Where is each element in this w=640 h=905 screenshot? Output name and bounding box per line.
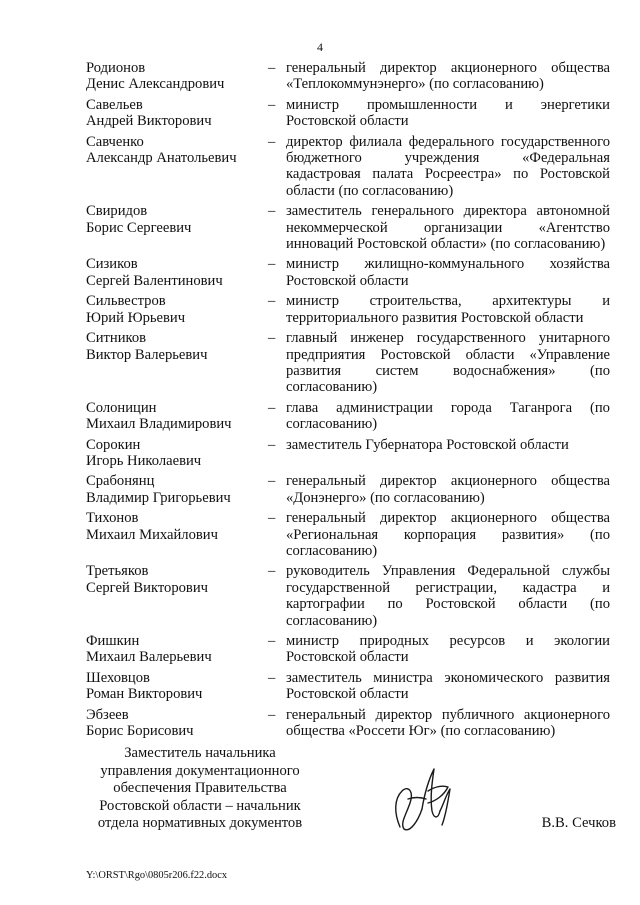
member-position	[286, 400, 610, 433]
member-name	[86, 60, 268, 93]
member-given-names: Александр Анатольевич	[86, 150, 237, 167]
signer-title-line: Заместитель начальника	[124, 745, 276, 761]
member-position	[286, 437, 610, 470]
position-line: (по согласованию)	[286, 596, 610, 629]
position-line: генеральный директор акционерного общества	[286, 510, 610, 527]
member-entry	[86, 563, 616, 629]
member-position	[286, 293, 610, 326]
position-line: руководитель Управления Федеральной службы	[286, 563, 610, 580]
member-surname: Савельев	[86, 96, 143, 113]
member-given-names: Юрий Юрьевич	[86, 309, 186, 326]
member-name	[86, 97, 268, 130]
signer-title-line: отдела нормативных документов	[97, 815, 303, 831]
member-surname: Фишкин	[86, 633, 140, 649]
dash-separator: –	[268, 256, 276, 273]
position-line: генеральный директор акционерного общества	[286, 473, 610, 490]
member-position	[286, 97, 610, 130]
member-entry	[86, 510, 616, 559]
dash-separator: –	[268, 473, 276, 490]
signer-title-line: Ростовской области – начальник	[99, 797, 301, 814]
position-line: заместитель Губернатора Ростовской области	[286, 436, 569, 453]
member-given-names: Игорь Николаевич	[86, 452, 202, 469]
signature-block	[86, 745, 616, 835]
member-given-names: Михаил Михайлович	[86, 526, 218, 543]
position-line: генеральный директор публичного акционерного	[286, 706, 610, 723]
position-line: заместитель генерального директора автономной	[286, 203, 610, 220]
member-surname: Тихонов	[86, 510, 139, 527]
member-name	[86, 563, 268, 629]
position-line: Ростовской области	[286, 686, 409, 703]
member-surname: Сильвестров	[86, 293, 166, 310]
member-name	[86, 670, 268, 703]
position-line: предприятия Ростовской области «Управление	[286, 346, 610, 363]
member-given-names: Сергей Викторович	[86, 579, 208, 596]
dash-separator: –	[268, 669, 276, 686]
member-given-names: Сергей Валентинович	[86, 272, 223, 289]
member-name	[86, 473, 268, 506]
member-position	[286, 330, 610, 396]
position-line: министр жилищно-коммунального хозяйства	[286, 256, 610, 273]
member-entry	[86, 330, 616, 396]
position-line: глава администрации города Таганрога	[286, 399, 573, 416]
position-line: министр природных ресурсов и экологии	[286, 633, 610, 649]
member-surname: Третьяков	[86, 563, 149, 580]
position-line: (по согласованию)	[286, 362, 610, 396]
member-name	[86, 134, 268, 200]
member-position	[286, 203, 610, 252]
position-line: и картографии по Ростовской области	[286, 579, 610, 613]
dash-separator: –	[268, 399, 276, 416]
position-line: общества «Россети Юг» (по согласованию)	[286, 723, 556, 740]
position-line: заместитель министра экономического развития	[286, 669, 610, 686]
member-surname: Савченко	[86, 133, 144, 150]
dash-separator: –	[268, 133, 276, 150]
member-entry	[86, 97, 616, 130]
member-surname: Ситников	[86, 330, 147, 347]
member-surname: Родионов	[86, 60, 146, 76]
position-line: и территориального развития Ростовской области	[286, 293, 610, 326]
signer-title	[86, 745, 314, 833]
member-entry	[86, 60, 616, 93]
member-surname: Солоницин	[86, 399, 157, 416]
position-line: бюджетного учреждения «Федеральная кадастровая	[286, 150, 610, 183]
member-given-names: Денис Александрович	[86, 76, 225, 93]
member-entry	[86, 256, 616, 289]
member-entry	[86, 633, 616, 666]
member-given-names: Борис Сергеевич	[86, 219, 192, 236]
member-given-names: Михаил Валерьевич	[86, 649, 212, 666]
handwritten-signature	[388, 763, 456, 835]
dash-separator: –	[268, 203, 276, 220]
member-name	[86, 510, 268, 559]
dash-separator: –	[268, 436, 276, 453]
position-line: Ростовской области	[286, 272, 409, 289]
position-line: некоммерческой организации «Агентство	[286, 219, 610, 236]
member-position	[286, 707, 610, 740]
member-entry	[86, 473, 616, 506]
member-surname: Шеховцов	[86, 669, 150, 686]
member-position	[286, 563, 610, 629]
member-position	[286, 256, 610, 289]
member-entry	[86, 670, 616, 703]
member-surname: Свиридов	[86, 203, 148, 220]
member-given-names: Виктор Валерьевич	[86, 346, 208, 363]
position-line: министр строительства, архитектуры	[286, 293, 572, 310]
member-list	[86, 60, 616, 743]
member-entry	[86, 400, 616, 433]
position-line: области	[359, 113, 409, 130]
member-given-names: Роман Викторович	[86, 686, 203, 703]
member-given-names: Владимир Григорьевич	[86, 489, 231, 506]
member-name	[86, 293, 268, 326]
member-surname: Срабонянц	[86, 473, 155, 490]
page-number: 4	[317, 40, 323, 54]
member-name	[86, 330, 268, 396]
position-line: (по согласованию)	[286, 526, 610, 559]
member-entry	[86, 437, 616, 470]
member-name	[86, 633, 268, 666]
dash-separator: –	[268, 706, 276, 723]
position-line: палата Росреестра» по Ростовской области	[286, 166, 610, 199]
position-line: генеральный директор акционерного общества	[286, 60, 610, 76]
member-entry	[86, 203, 616, 252]
file-path: Y:\ORST\Rgo\0805r206.f22.docx	[86, 870, 228, 881]
position-line: главный инженер государственного унитарного	[286, 330, 610, 347]
member-position	[286, 510, 610, 559]
position-line: инноваций Ростовской области» (по согласованию)	[286, 236, 606, 253]
member-name	[86, 707, 268, 740]
member-position	[286, 473, 610, 506]
member-position	[286, 134, 610, 200]
member-name	[86, 256, 268, 289]
member-entry	[86, 707, 616, 740]
position-line: «Региональная корпорация развития»	[286, 526, 565, 543]
dash-separator: –	[268, 563, 276, 580]
dash-separator: –	[268, 633, 276, 649]
member-position	[286, 60, 610, 93]
member-name	[86, 400, 268, 433]
member-given-names: Андрей Викторович	[86, 113, 212, 130]
member-surname: Сизиков	[86, 256, 138, 273]
member-position	[286, 633, 610, 666]
member-position	[286, 670, 610, 703]
position-line: министр промышленности и энергетики Ростовской	[286, 96, 610, 130]
position-line: «Теплокоммунэнерго» (по согласованию)	[286, 76, 544, 93]
position-line: государственной регистрации, кадастра	[286, 579, 577, 596]
dash-separator: –	[268, 96, 276, 113]
member-given-names: Михаил Владимирович	[86, 416, 232, 433]
signer-title-line: управления документационного	[100, 762, 300, 779]
position-line: (по согласованию)	[286, 399, 610, 433]
member-name	[86, 437, 268, 470]
position-line: директор филиала федерального государственного	[286, 133, 610, 150]
position-line: «Донэнерго» (по согласованию)	[286, 489, 485, 506]
dash-separator: –	[268, 60, 276, 76]
position-line: (по согласованию)	[338, 182, 454, 199]
member-given-names: Борис Борисович	[86, 723, 194, 740]
member-surname: Эбзеев	[86, 706, 129, 723]
signer-title-line: обеспечения Правительства	[113, 780, 287, 796]
dash-separator: –	[268, 510, 276, 527]
position-line: развития систем водоснабжения»	[286, 362, 556, 379]
member-entry	[86, 293, 616, 326]
member-name	[86, 203, 268, 252]
dash-separator: –	[268, 330, 276, 347]
signer-name: В.В. Сечков	[541, 815, 616, 831]
position-line: Ростовской области	[286, 649, 409, 666]
member-entry	[86, 134, 616, 200]
dash-separator: –	[268, 293, 276, 310]
member-surname: Сорокин	[86, 436, 141, 453]
